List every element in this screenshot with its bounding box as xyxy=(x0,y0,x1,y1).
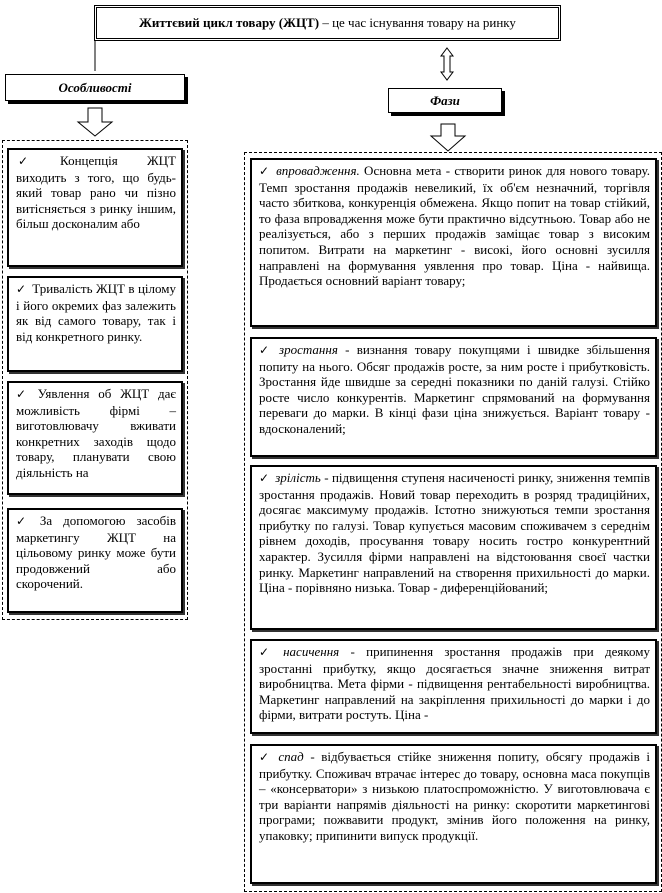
title-rest: – це час існування товару на ринку xyxy=(319,15,516,30)
title-box xyxy=(94,5,561,41)
phase-text: - визнання товару покупцями і швидке збільшення попиту на нього. Обсяг продажів росте, за ним росте і прибутковість. Зростання йде швидше за середні показники по даній галузі. Стійко росте число конкурентів. Маркетинг спрямований на формування переваги до марки. В кінці фази ціна знижується. Варіант товару - вдосконалений; xyxy=(259,342,650,436)
phase-text: - припинення зростання продажів при деякому зростанні прибутку, якщо досягається значне зниження витрат виробництва. Мета фірми - підвищення рентабельності виробництва. Маркетинг направлений на закріплення прихильності до марки і до фірми, витрати ростуть. Ціна - xyxy=(259,644,651,723)
phase-card-introduction xyxy=(250,158,657,327)
check-icon: ✓ xyxy=(259,343,274,357)
feature-card-4 xyxy=(7,508,183,613)
check-icon: ✓ xyxy=(16,282,27,296)
check-icon: ✓ xyxy=(16,514,34,528)
phase-card-maturity xyxy=(250,465,657,630)
phase-name: впровадження. xyxy=(276,163,360,178)
phases-label: Фази xyxy=(388,88,502,113)
feature-text: Уявлення об ЖЦТ дає можливість фірмі – виготовлювачу вживати конкретних заходів щодо товару, планувати свою діяльність на xyxy=(16,386,177,480)
phase-text: - підвищення ступеня насиченості ринку, зниження темпів зростання продажів. Новий товар переходить в розряд традиційних, досягає максимуму продажів. Істотно знижуються темпи зростання прибутку по галузі. Товар купується масовим споживачем з середнім рівнем доходів, просування товару носить гостро конкурентний характер. Зусилля фірми направлені на відстоювання своєї частки ринку. Маркетинг направлений на створення прихильності до марки. Ціна - порівняно низька. Товар - диференційований; xyxy=(259,470,650,596)
check-icon: ✓ xyxy=(18,154,55,168)
feature-text: За допомогою засобів маркетингу ЖЦТ на цільовому ринку може бути продовжений або скорочений. xyxy=(16,513,176,592)
phase-text: Основна мета - створити ринок для нового товару. Темп зростання продажів невеликий, їх об'єм незначний, торгівля часто збиткова, конкуренція обмежена. Якщо попит на товар стійкий, то фаза впровадження може бути практично відсутньою. Товар або не реалізується, або з перших продажів заміщає товар з високим попитом. Витрати на маркетинг - високі, його основні зусилля направлені на формування уявлення про товар. Ціна - найвища. Продається основний варіант товару; xyxy=(259,163,650,289)
phase-card-growth xyxy=(250,337,657,457)
phase-name: зрілість xyxy=(275,470,321,485)
feature-card-2 xyxy=(7,276,183,372)
phase-name: насичення xyxy=(283,644,340,659)
phase-name: спад xyxy=(278,749,304,764)
phase-card-saturation xyxy=(250,639,657,734)
features-label: Особливості xyxy=(5,74,185,101)
phase-card-decline xyxy=(250,744,657,884)
feature-card-1 xyxy=(7,148,183,267)
check-icon: ✓ xyxy=(259,471,270,485)
title-bold: Життєвий цикл товару (ЖЦТ) xyxy=(139,15,320,30)
check-icon: ✓ xyxy=(259,164,271,178)
check-icon: ✓ xyxy=(259,750,273,764)
phase-text: - відбувається стійке зниження попиту, обсягу продажів і прибутку. Споживач втрачає інтерес до товару, основна маса покупців – «консерватори» з низькою платоспроможністю. У виготовлювача є три варіанти напрямів діяльності на ринку: скоротити маркетингові програми; пожвавити продукт, змінив його положення на ринку, упаковку; припинити випуск продукції. xyxy=(259,749,650,843)
feature-card-3 xyxy=(7,381,183,495)
check-icon: ✓ xyxy=(16,387,32,401)
check-icon: ✓ xyxy=(259,645,278,659)
feature-text: Концепція ЖЦТ виходить з того, що будь-який товар рано чи пізно витісняється з ринку іншим, більш досконалим або xyxy=(16,153,176,232)
feature-text: Тривалість ЖЦТ в цілому і його окремих фаз залежить як від самого товару, так і від конкретного ринку. xyxy=(16,281,176,344)
phase-name: зростання xyxy=(279,342,338,357)
